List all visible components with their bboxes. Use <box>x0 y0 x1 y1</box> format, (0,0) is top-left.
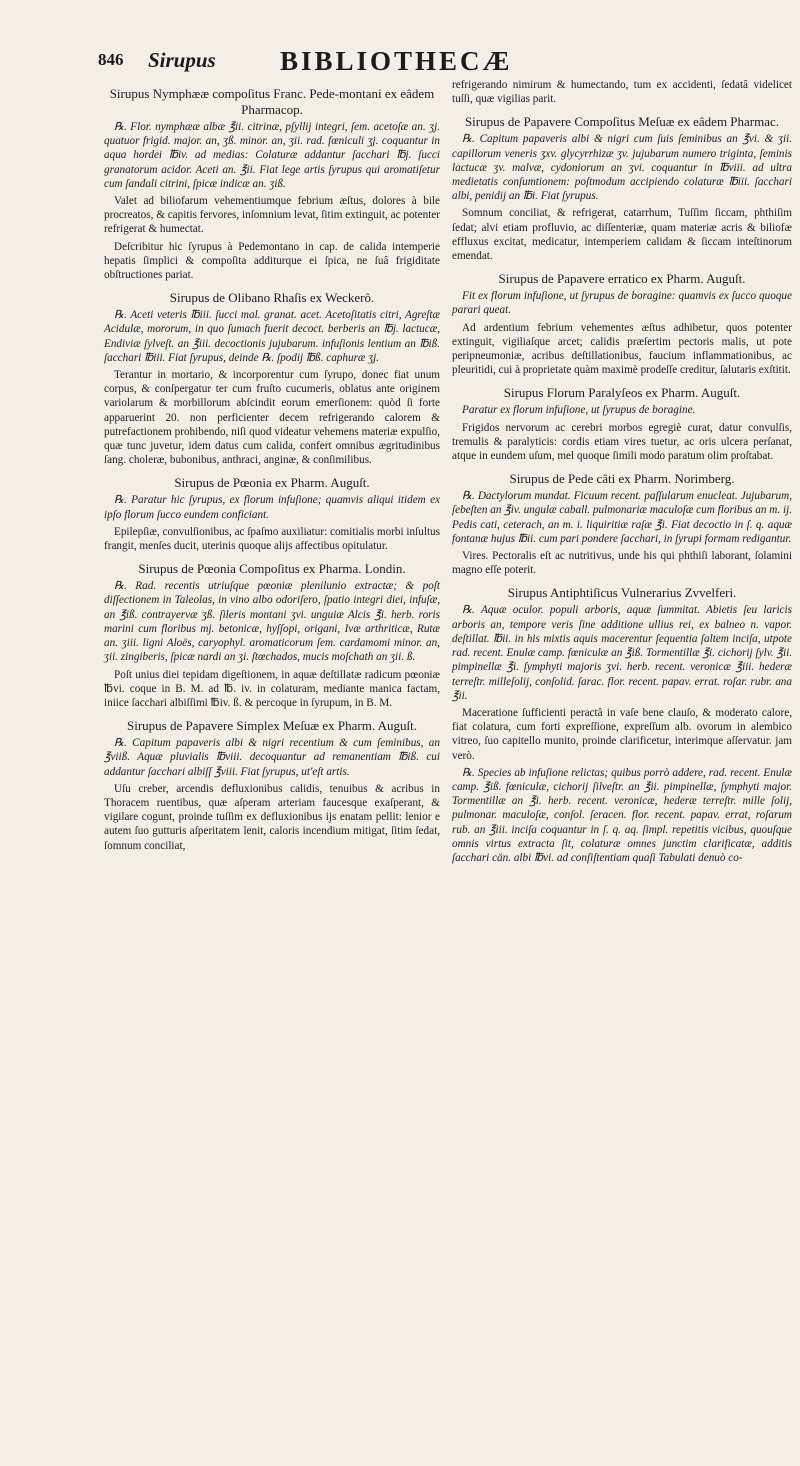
left-body-paragraph: Uſu creber, arcendis defluxionibus calidis, tenuibus & acribus in Thoracem ruentibus, quæ aſperam arteriam faucesque exaſperant, & vigilare cogunt, proinde tuſſim ex defluxionibus ijs enatam pellit: lenior e autem ſuo gutturis aſperitatem lenit, caloris incendium mitigat, ſitim ſedat, ſomnum conciliat, <box>104 782 440 852</box>
left-recipe-paragraph: ℞. Rad. recentis utriuſque pœoniæ plenilunio extractæ; & poſt diſſectionem in Taleolas, in vino albo odoriſero, ſpatio integri diei, infuſæ, an ℥iß. contrayervæ ʒß. ſileris montani ʒvi. unguiæ Alcis ℥i. herb. roris marini cum floribus mj. betonicæ, hyſſopi, origani, Ivæ arthriticæ, Rutæ an. ʒiii. ligni Aloës, caryophyl. aromaticorum ſem. cardamomi minor. an, ʒii. zingiberis, ſpicæ nardi an ʒi. ſtœchados, mucis moſchath an ʒii. ß. <box>104 580 440 664</box>
right-recipe-paragraph: ℞. Species ab infuſione relictas; quibus porrò addere, rad. recent. Enulæ camp. ℥iß. fœniculæ, cichorij ſilveſtr. an ℥ii. pimpinellæ, ſymphyti major. Tormentillæ an ℥i. herb. recent. veronicæ, hederæ terreſtr. mille ſolij, pulmonar. maculoſæ, conſol. ſeracen. flor. recent. papav. errat, roſarum rub. an ℥iii. inciſa coquantur in ſ. q. aq. ſimpl. repetitis vicibus, quouſque omnis virtus extracta ſit, colaturæ omnes junctim clarificatæ, additis ſacchari cän. albi ℔vi. ad conſiſtentiam quaſi Tabulati denuò co- <box>452 766 792 864</box>
left-body-paragraph: Valet ad biliofarum vehementiumque febrium æſtus, dolores à bile procreatos, & capitis fervores, inſomnium levat, ſitim extinguit, ac potenter refrigerat & humectat. <box>104 195 440 236</box>
left-section-title: Sirupus de Olibano Rhaſis ex Weckerô. <box>169 290 375 306</box>
right-body-paragraph: Maceratione ſufficienti peractâ in vaſe bene clauſo, & moderato calore, fiat colatura, cum forti expreſſione, expreſſum alb. ovorum in alembico vitreo, ſuo capitello munito, proinde clarificetur, interimque aſſervatur. jam verò. <box>452 706 792 762</box>
right-recipe-paragraph: ℞. Capitum papaveris albi & nigri cum ſuis ſeminibus an ℥vi. & ʒii. capillorum veneris ʒxv. glycyrrhizæ ʒv. jujubarum numero triginta, ſeminis lactucæ ʒv. malvæ, cydoniorum an ʒvi. coquantur in ℔viii. ad ultra medietatis conſumtionem: poſtmodum accipiendo colaturæ ℔iii. ſacchari albi, penidij an ℔i. Fiat ſyrupus. <box>452 133 792 203</box>
left-body-paragraph: Poſt unius diei tepidam digeſtionem, in aquæ deſtillatæ radicum pœoniæ ℔vi. coque in B. M. ad ℔. iv. in colaturam, mediante manica factam, iniice ſacchari albiſſimi ℔iv. ß. & percoque in ſyrupum, in B. M. <box>104 668 440 709</box>
page-number: 846 <box>98 50 124 69</box>
right-body-paragraph: Ad ardentium febrium vehementes æſtus adhibetur, quos potenter extinguit, vigiliaſque arcet; calidis præſertim pectoris malis, ut pote peripneumoniæ, acribus deſtillationibus, faucium inflammationibus, ac pleuritidi, cui à proprietate quàm maximè prodeſſe creditur, ſalutaris exſtitit. <box>452 321 792 377</box>
left-body-paragraph: Epilepſiæ, convulſionibus, ac ſpaſmo auxiliatur: comitialis morbi inſultus frangit, menſes ducit, uterinis quoque alijs affectibus opitulatur. <box>104 525 440 553</box>
left-recipe-paragraph: ℞. Flor. nymphææ albæ ℥ii. citrinæ, pſyllij integri, ſem. acetoſæ an. ʒj. quatuor frigid. major. an, ʒß. minor. an, ʒii. rad. fœniculi ʒj. coquantur in aqua hordei ℔iv. ad medias: Colaturæ addantur ſacchari ℔j. ſucci granatorum acidor. Aceti an. ℥ii. Fiat lege artis ſyrupus qui aromatiſetur cum ſandali citrini, ſpicæ indicæ an. ʒiß. <box>104 121 440 190</box>
left-section-title: Sirupus de Pœonia ex Pharm. Auguſt. <box>174 475 370 491</box>
right-section-title: Sirupus Antiphtiſicus Vulnerarius Zvvelferi. <box>507 585 737 601</box>
right-section-title: Sirupus de Papavere erratico ex Pharm. Auguſt. <box>498 271 746 287</box>
left-recipe-paragraph: ℞. Paratur hic ſyrupus, ex florum infuſione; quamvis aliqui itidem ex ipſo florum ſucco eundem conficiant. <box>104 494 440 521</box>
running-head-word: Sirupus <box>148 48 216 72</box>
left-column <box>104 78 440 856</box>
left-section-title: Sirupus de Papavere Simplex Meſuæ ex Pharm. Auguſt. <box>127 718 417 734</box>
right-recipe-paragraph: ℞. Dactylorum mundat. Ficuum recent. paſſularum enucleat. Jujubarum, ſebeſten an ℥iv. ungulæ caball. pulmonariæ maculoſæ cum floribus an m. ij. Pedis cati, ceterach, an m. i. liquiritiæ raſæ ℥i. Fiat decoctio in ſ. q. aquæ fontanæ hujus ℔ii. cum pari pondere ſacchari, in ſyrupi formam redigantur. <box>452 490 792 545</box>
left-recipe-paragraph: ℞. Aceti veteris ℔iii. ſucci mal. granat. acet. Acetoſitatis citri, Agreſtæ Acidulæ, mororum, in quo ſumach fuerit decoct. berberis an ℔j. lactucæ, Endiviæ ſylveſt. an ℥iii. decoctionis jujubarum. infuſionis lentium an ℔iß. ſacchari ℔iii. Fiat ſyrupus, deinde ℞. ſpodij ℔ß. caphuræ ʒj. <box>104 309 440 364</box>
page-header <box>98 42 788 76</box>
left-recipe-paragraph: ℞. Capitum papaveris albi & nigri recentium & cum ſeminibus, an ℥viiß. Aquæ pluvialis ℔viii. decoquantur ad remanentiam ℔iß. cui addantur ſacchari albiſſ ℥viii. Fiat ſyrupus, ut'eſt artis. <box>104 737 440 778</box>
right-recipe-paragraph: Paratur ex florum infuſione, ut ſyrupus de boragine. <box>462 404 696 417</box>
left-body-paragraph: Deſcribitur hic ſyrupus à Pedemontano in cap. de calida intemperie hepatis ſimplici & compoſita additurque ei ſpica, ne ſuâ frigiditate obſtructiones pariat. <box>104 240 440 282</box>
right-section-title: Sirupus de Pede câti ex Pharm. Norimberg. <box>509 471 735 487</box>
right-section-title: Sirupus de Papavere Compoſitus Meſuæ ex eâdem Pharmac. <box>464 114 780 130</box>
right-recipe-paragraph: Fit ex florum infuſione, ut ſyrupus de boragine: quamvis ex ſucco quoque parari queat. <box>452 290 792 317</box>
left-section-title: Sirupus de Pœonia Compoſitus ex Pharma. Londin. <box>138 561 406 577</box>
right-body-paragraph: Frigidos nervorum ac cerebri morbos egregiè curat, datur convulſis, tremulis & paralyticis: cordis etiam vires tuetur, ac oris ulcera perſanat, atque in eundem uſum, mel quoque ſimili modo paratum olim proſtabat. <box>452 421 792 463</box>
right-body-paragraph: Somnum conciliat, & refrigerat, catarrhum, Tuſſim ſiccam, phthiſim ſedat; alvi etiam profluvio, ac diſſenteriæ, quam materiæ acris & biliofæ effluxus excitat, medicatur, intemperiem calidam & ſiccam inteſtinorum emendat. <box>452 207 792 263</box>
right-column <box>452 78 792 868</box>
running-title: BIBLIOTHECÆ <box>280 46 513 76</box>
right-recipe-paragraph: ℞. Aquæ oculor. populi arboris, aquæ ſummitat. Abietis ſeu laricis arboris an, tempore veris ſine additione ullius rei, ex balneo n. vapor. deſtillat. ℔ii. in his mixtis aquis macerentur ſequentia ſaltem inciſa, utpote rad. recent. Enulæ camp. fœniculæ an ℥iß. Tormentillæ ℥i. cichorij ſylv. ℥ii. pimpinellæ ℥i. ſymphyti majoris ʒvi. herb. recent. veronicæ ℥iii. hederæ terreſtr. milleſolij, conſolid. ſarac. flor. recent. papav. errat. roſar. rubr. ana ℥ii. <box>452 604 792 702</box>
right-body-paragraph: Vires. Pectoralis eſt ac nutritivus, unde his qui phthiſi laborant, ſolamini magno eſſe poterit. <box>452 550 792 577</box>
right-section-title: Sirupus Florum Paralyſeos ex Pharm. Auguſt. <box>503 385 741 401</box>
right-continued-paragraph: refrigerando nimirum & humectando, tum ex accidenti, ſedatâ videlicet tuſſi, quæ vigilias parit. <box>452 79 792 106</box>
left-body-paragraph: Terantur in mortario, & incorporentur cum ſyrupo, donec fiat unum corpus, & conſpergatur ter cum fruſto cucumeris, oblatus ante originem variolarum & morbillorum abſcindit eorum emerſionem: quòd ſi forte apparuerint 20. non perficienter decem refrigerando calorem & putrefactionem prohibendo, niſi quod videatur vehemens materiæ expulſio, quæ tunc juvetur, idem datus cum calida, confert omnibus ægritudinibus ſang. choleræ, bubonibus, anthraci, anginæ, & conſimilibus. <box>104 369 440 467</box>
left-section-title: Sirupus Nymphææ compoſitus Franc. Pede-montani ex eâdem Pharmacop. <box>109 86 435 117</box>
